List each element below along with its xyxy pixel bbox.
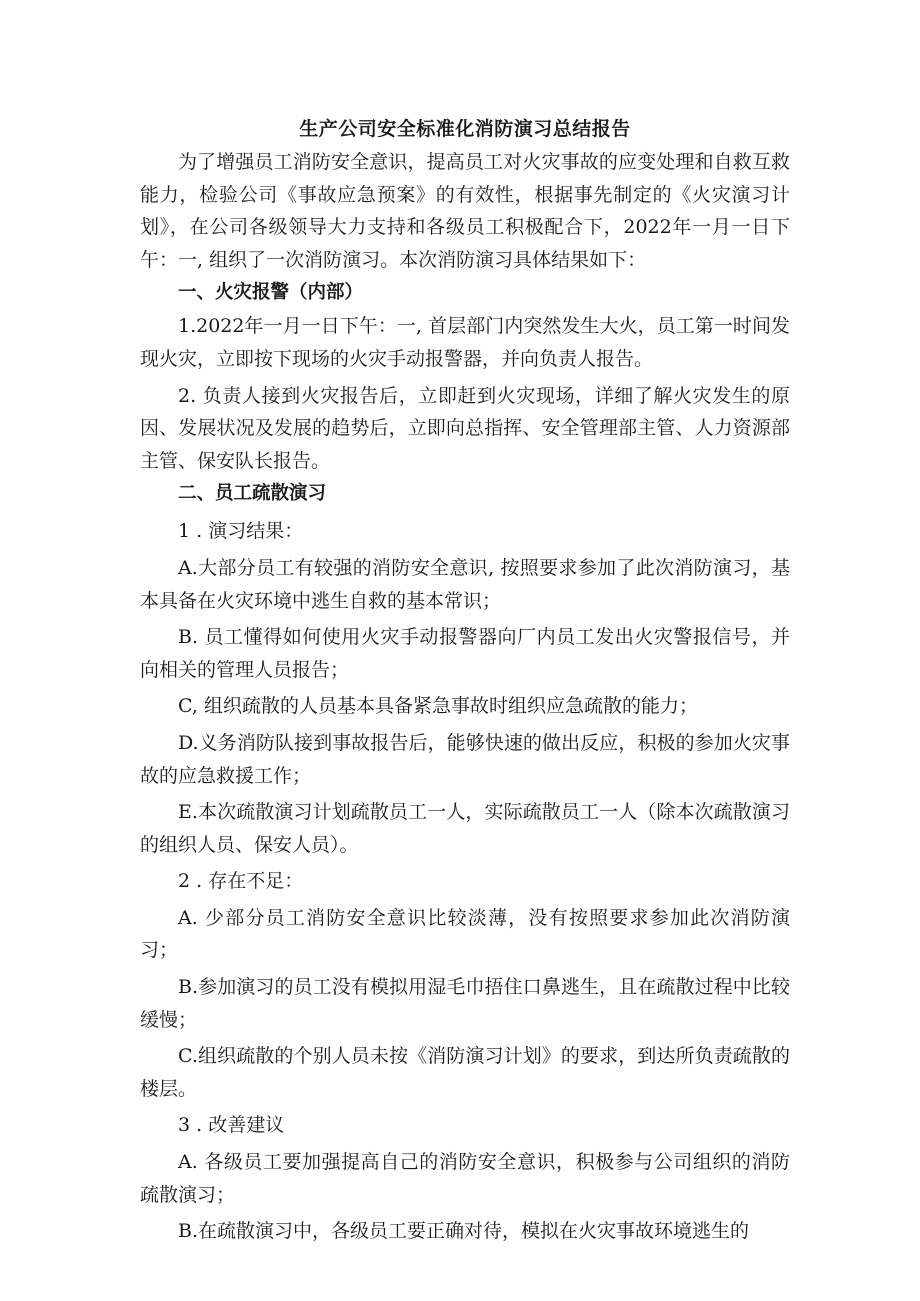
suggestion-item-b: B.在疏散演习中，各级员工要正确对待，模拟在火灾事故环境逃生的 <box>178 1220 750 1243</box>
shortcoming-item-c: C.组织疏散的个别人员未按《消防演习计划》的要求，到达所负责疏散的楼层。 <box>140 1045 790 1100</box>
shortcoming-item-b: B.参加演习的员工没有模拟用湿毛巾捂住口鼻逃生，且在疏散过程中比较缓慢； <box>140 976 790 1031</box>
section-heading-evacuation: 二、员工疏散演习 <box>178 483 327 505</box>
result-item-a: A.大部分员工有较强的消防安全意识, 按照要求参加了此次消防演习，基本具备在火灾环境中逃生自救的基本常识； <box>140 556 790 612</box>
results-subheading: 1 . 演习结果： <box>178 520 304 543</box>
document-page <box>140 114 790 1248</box>
shortcomings-subheading: 2 . 存在不足： <box>178 870 304 893</box>
fire-alarm-item-1: 1.2022年一月一日下午：一, 首层部门内突然发生大火，员工第一时间发现火灾，立即按下现场的火灾手动报警器，并向负责人报告。 <box>140 315 790 370</box>
section-heading-fire-alarm: 一、火灾报警（内部） <box>178 282 364 304</box>
suggestion-item-a: A. 各级员工要加强提高自己的消防安全意识，积极参与公司组织的消防疏散演习； <box>140 1151 790 1206</box>
intro-paragraph: 为了增强员工消防安全意识，提高员工对火灾事故的应变处理和自救互救能力，检验公司《事故应急预案》的有效性，根据事先制定的《火灾演习计划》，在公司各级领导大力支持和各级员工积极配合下，2022年一月一日下午：一, 组织了一次消防演习。本次消防演习具体结果如下： <box>140 151 790 271</box>
result-item-c: C, 组织疏散的人员基本具备紧急事故时组织应急疏散的能力； <box>178 695 698 718</box>
fire-alarm-item-2: 2. 负责人接到火灾报告后，立即赶到火灾现场，详细了解火灾发生的原因、发展状况及发展的趋势后，立即向总指挥、安全管理部主管、人力资源部主管、保安队长报告。 <box>140 384 790 472</box>
result-item-e: E.本次疏散演习计划疏散员工一人，实际疏散员工一人（除本次疏散演习的组织人员、保安人员）。 <box>140 801 790 856</box>
result-item-b: B. 员工懂得如何使用火灾手动报警器向厂内员工发出火灾警报信号，并向相关的管理人员报告； <box>140 626 790 681</box>
document-title: 生产公司安全标准化消防演习总结报告 <box>299 118 631 140</box>
shortcoming-item-a: A. 少部分员工消防安全意识比较淡薄，没有按照要求参加此次消防演习； <box>140 906 790 962</box>
result-item-d: D.义务消防队接到事故报告后，能够快速的做出反应，积极的参加火灾事故的应急救援工作； <box>140 731 790 787</box>
suggestions-subheading: 3 . 改善建议 <box>178 1114 285 1137</box>
